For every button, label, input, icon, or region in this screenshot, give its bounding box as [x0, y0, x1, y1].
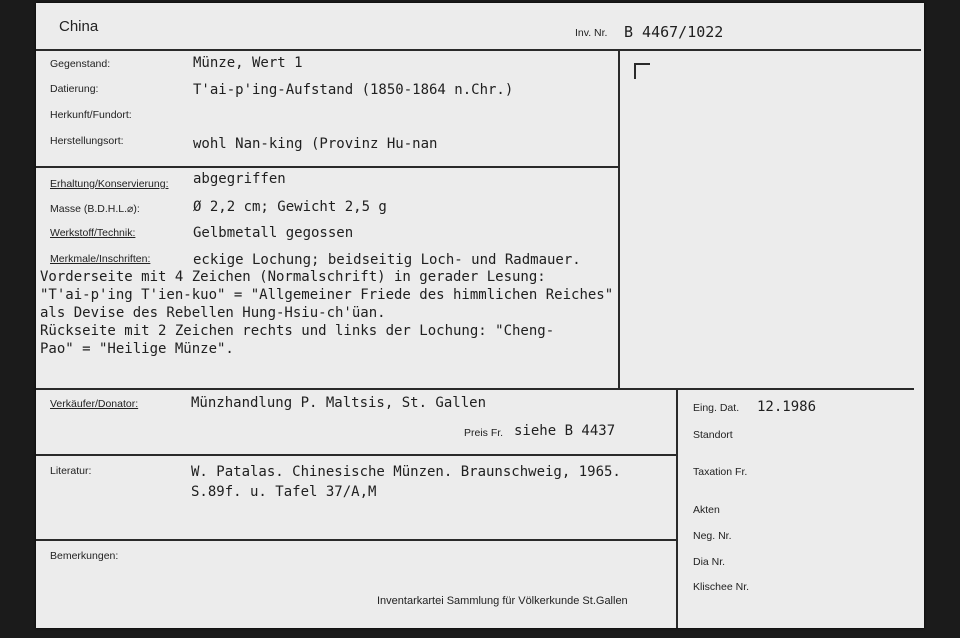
bemerkungen-label: Bemerkungen: — [50, 550, 119, 562]
merkmale-note-line: als Devise des Rebellen Hung-Hsiu-ch'üan. — [40, 305, 386, 321]
section-divider-2 — [36, 388, 914, 390]
taxation-label: Taxation Fr. — [693, 466, 748, 478]
country-label: China — [59, 18, 99, 35]
werkstoff-value: Gelbmetall gegossen — [193, 225, 354, 241]
section-divider-4 — [36, 539, 678, 541]
preis-label: Preis Fr. — [464, 427, 504, 439]
inv-nr-value: B 4467/1022 — [624, 23, 724, 41]
inventory-card — [36, 3, 924, 628]
top-vertical-divider — [618, 49, 620, 389]
inv-nr-label: Inv. Nr. — [575, 27, 608, 39]
merkmale-note-line: Vorderseite mit 4 Zeichen (Normalschrift) in gerader Lesung: — [40, 269, 546, 285]
preis-value: siehe B 4437 — [514, 423, 616, 439]
institution-footer: Inventarkartei Sammlung für Völkerkunde St.Gallen — [377, 595, 628, 607]
eing-dat-value: 12.1986 — [757, 399, 817, 415]
dia-nr-label: Dia Nr. — [693, 556, 726, 568]
merkmale-note-line: "T'ai-p'ing T'ien-kuo" = "Allgemeiner Friede des himmlichen Reiches" — [40, 287, 614, 303]
datierung-label: Datierung: — [50, 83, 99, 95]
erhaltung-value: abgegriffen — [193, 171, 286, 187]
literatur-label: Literatur: — [50, 465, 92, 477]
merkmale-note-line: Rückseite mit 2 Zeichen rechts und links der Lochung: "Cheng- — [40, 323, 555, 339]
merkmale-label: Merkmale/Inschriften: — [50, 253, 151, 265]
werkstoff-label: Werkstoff/Technik: — [50, 227, 136, 239]
section-divider-3 — [36, 454, 678, 456]
datierung-value: T'ai-p'ing-Aufstand (1850-1864 n.Chr.) — [193, 82, 514, 98]
merkmale-note-line: Pao" = "Heilige Münze". — [40, 341, 234, 357]
gegenstand-value: Münze, Wert 1 — [193, 55, 303, 71]
merkmale-description — [40, 268, 613, 358]
herstellungsort-value: wohl Nan-king (Provinz Hu-nan — [193, 136, 438, 152]
erhaltung-label: Erhaltung/Konservierung: — [50, 178, 169, 190]
eing-dat-label: Eing. Dat. — [693, 402, 740, 414]
herkunft-label: Herkunft/Fundort: — [50, 109, 132, 121]
masse-value: Ø 2,2 cm; Gewicht 2,5 g — [193, 199, 387, 215]
akten-label: Akten — [693, 504, 720, 516]
verkaeufer-label: Verkäufer/Donator: — [50, 398, 139, 410]
standort-label: Standort — [693, 429, 733, 441]
verkaeufer-value: Münzhandlung P. Maltsis, St. Gallen — [191, 395, 487, 411]
literatur-line-2: S.89f. u. Tafel 37/A,M — [191, 484, 377, 500]
masse-label: Masse (B.D.H.L.⌀): — [50, 203, 140, 215]
gegenstand-label: Gegenstand: — [50, 58, 111, 70]
literatur-line-1: W. Patalas. Chinesische Münzen. Braunschweig, 1965. — [191, 464, 621, 480]
header-divider — [36, 49, 921, 51]
photo-corner-mark — [634, 63, 650, 79]
merkmale-value: eckige Lochung; beidseitig Loch- und Radmauer. — [193, 252, 581, 268]
section-divider-1 — [36, 166, 620, 168]
bottom-vertical-divider — [676, 388, 678, 628]
klischee-nr-label: Klischee Nr. — [693, 581, 750, 593]
herstellungsort-label: Herstellungsort: — [50, 135, 124, 147]
neg-nr-label: Neg. Nr. — [693, 530, 732, 542]
